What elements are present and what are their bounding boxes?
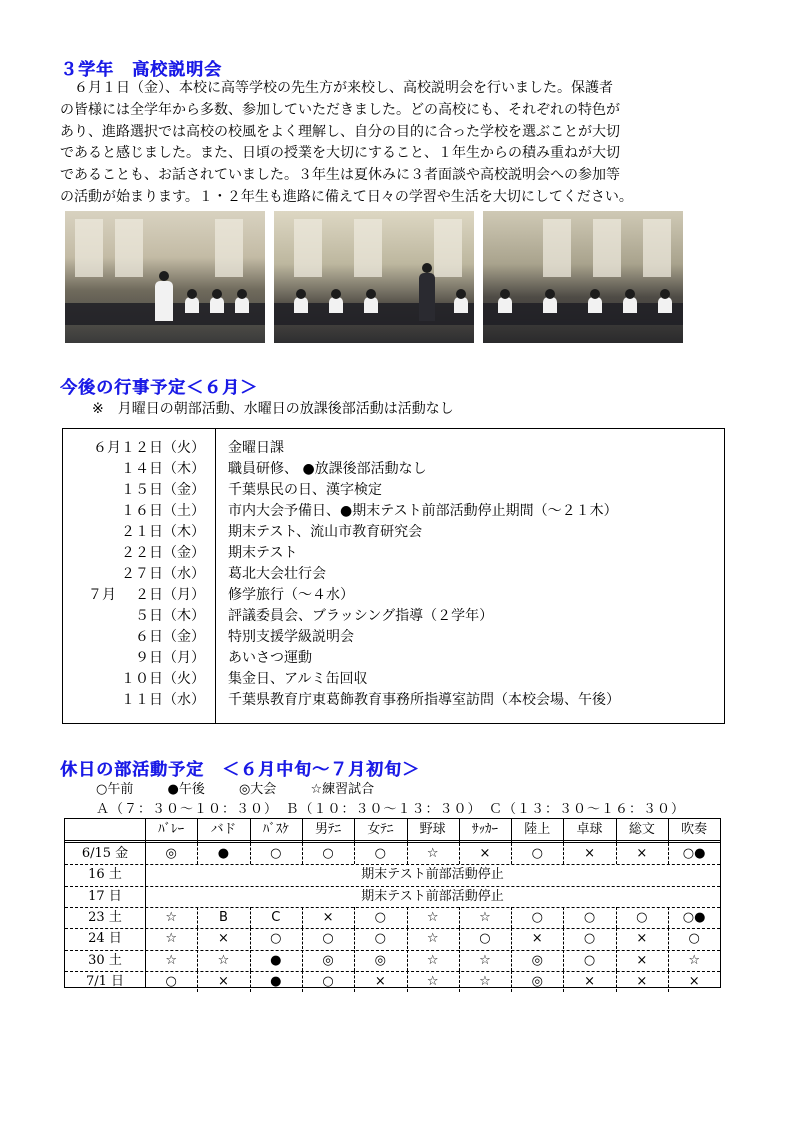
briefing-photo-1 [65, 211, 265, 343]
column-header: ｻｯｶｰ [471, 822, 498, 837]
event-date: １０日（火） [121, 671, 205, 687]
activity-cell: ◎ [531, 973, 543, 989]
event-description: 集金日、アルミ缶回収 [228, 671, 368, 687]
event-row [63, 501, 724, 522]
column-divider [459, 819, 460, 843]
activity-cell: × [531, 931, 543, 947]
event-date: １４日（木） [121, 461, 205, 477]
event-description: 期末テスト、流山市教育研究会 [228, 524, 423, 540]
event-description: 評議委員会、ブラッシング指導（２学年） [228, 608, 494, 624]
event-row [63, 438, 724, 459]
activity-cell: × [636, 846, 648, 861]
activity-cell: ☆ [426, 973, 439, 989]
event-description: 期末テスト [228, 545, 298, 561]
row-day-label: 17 日 [88, 888, 122, 904]
row-day-label: 23 土 [88, 909, 122, 925]
briefing-paragraph [60, 78, 740, 209]
event-row [63, 690, 724, 711]
activity-cell: ☆ [217, 952, 230, 968]
paragraph-line: あり、進路選択では高校の校風をよく理解し、自分の目的に合った学校を選ぶことが大切 [60, 123, 620, 140]
activity-cell: ◎ [531, 952, 543, 968]
activity-cell: ○ [531, 846, 543, 861]
event-row [63, 480, 724, 501]
event-row [63, 669, 724, 690]
event-row [63, 627, 724, 648]
column-divider [354, 819, 355, 843]
activity-cell: ● [270, 952, 282, 968]
column-header: 吹奏 [681, 822, 708, 837]
event-date: ２２日（金） [121, 545, 205, 561]
section-heading-club-schedule: 休日の部活動予定 ＜６月中旬～７月初旬＞ [60, 760, 420, 780]
activity-suspended-notice: 期末テスト前部活動停止 [361, 867, 504, 883]
column-header: 卓球 [576, 822, 603, 837]
event-schedule-table [62, 428, 725, 724]
column-header: 陸上 [524, 822, 551, 837]
activity-cell: ○● [682, 909, 706, 925]
legend-morning: ○午前 [96, 782, 134, 797]
activity-cell: ○ [688, 931, 700, 947]
section-heading-high-school-briefing: ３学年 高校説明会 [60, 60, 222, 80]
event-date: ２１日（木） [121, 524, 205, 540]
activity-cell: ○ [165, 973, 177, 989]
activity-cell: ☆ [426, 952, 439, 968]
briefing-photo-2 [274, 211, 474, 343]
activity-cell: ○ [583, 931, 596, 947]
row-day-label: 7/1 日 [85, 973, 125, 989]
activity-cell: × [217, 931, 229, 947]
row-day-label: 16 土 [88, 867, 122, 883]
event-row [63, 564, 724, 585]
paragraph-line: であることも、お話されていました。３年生は夏休みに３者面談や高校説明会への参加等 [60, 167, 620, 184]
column-header: 野球 [419, 822, 446, 837]
event-date: ９日（月） [135, 650, 205, 666]
column-divider [250, 819, 251, 843]
activity-cell: ☆ [165, 952, 177, 968]
activity-cell: × [688, 973, 700, 989]
activity-cell: ○ [583, 952, 596, 968]
activity-cell: ◎ [374, 952, 386, 968]
row-day-label: 6/15 金 [81, 846, 129, 861]
activity-cell: ○ [374, 846, 386, 861]
event-date: １１日（水） [121, 692, 205, 708]
event-description: 修学旅行（～４水） [228, 587, 354, 603]
activity-cell: ◎ [165, 846, 177, 861]
activity-cell: ☆ [165, 931, 177, 947]
activity-cell: × [217, 973, 229, 989]
event-date: ５日（木） [135, 608, 205, 624]
activity-cell: × [374, 973, 386, 989]
column-header: バド [210, 822, 237, 837]
activity-cell: × [636, 973, 648, 989]
activity-cell: ☆ [479, 973, 491, 989]
event-description: 市内大会予備日、●期末テスト前部活動停止期間（～２１木） [228, 503, 618, 519]
paragraph-line: の皆様には全学年から多数、参加していただきました。どの高校にも、それぞれの特色が [60, 101, 620, 118]
legend-afternoon: ●午後 [167, 782, 205, 797]
activity-cell: × [322, 909, 334, 925]
activity-cell: ☆ [479, 952, 491, 968]
legend-tournament: ◎大会 [238, 782, 277, 797]
event-description: 職員研修、 ●放課後部活動なし [228, 461, 427, 477]
activity-cell: × [636, 931, 648, 947]
event-row [63, 459, 724, 480]
activity-cell: × [584, 973, 595, 989]
column-header: 男ﾃﾆ [315, 822, 342, 837]
activity-cell: ○ [583, 909, 596, 925]
event-date: ２日（月） [135, 587, 205, 603]
section-heading-upcoming-events: 今後の行事予定＜６月＞ [60, 378, 258, 398]
activity-cell: ○ [322, 973, 334, 989]
activity-cell: ☆ [165, 909, 177, 925]
event-description: 葛北大会壮行会 [228, 566, 326, 582]
event-row [63, 543, 724, 564]
event-date: ２７日（水） [121, 566, 205, 582]
activity-cell: ◎ [322, 952, 334, 968]
paragraph-line: であると感じました。また、日頃の授業を大切にすること、１年生からの積み重ねが大切 [60, 145, 620, 162]
time-slots: Ａ（７：３０～１０：３０） Ｂ（１０：３０～１３：３０） Ｃ（１３：３０～１６：３０） [96, 802, 686, 817]
activity-cell: ☆ [479, 909, 491, 925]
row-day-label: 24 日 [88, 931, 122, 947]
event-description: 特別支援学級説明会 [228, 629, 354, 645]
activity-cell: ● [217, 846, 230, 861]
column-divider [616, 819, 617, 843]
activity-suspended-notice: 期末テスト前部活動停止 [361, 888, 504, 904]
column-divider [302, 819, 303, 843]
club-legend [96, 778, 404, 797]
column-divider [197, 819, 198, 843]
column-divider [511, 819, 512, 843]
activity-cell: ○ [322, 931, 334, 947]
activity-cell: ○ [479, 931, 491, 947]
column-divider [407, 819, 408, 843]
activity-cell: × [636, 952, 648, 968]
event-date: ６月１２日（火） [93, 440, 205, 456]
activity-cell: ○ [531, 909, 543, 925]
event-row [63, 606, 724, 627]
activity-cell: ○● [682, 846, 706, 861]
event-description: 千葉県民の日、漢字検定 [228, 482, 382, 498]
activity-cell: ☆ [688, 952, 700, 968]
event-date: １６日（土） [121, 503, 205, 519]
activity-cell: B [218, 909, 228, 925]
column-divider [668, 819, 669, 843]
column-header: ﾊﾞﾚｰ [158, 822, 185, 837]
activity-cell: C [271, 909, 281, 925]
column-header: ﾊﾞｽｹ [262, 822, 289, 837]
row-day-label: 30 土 [88, 952, 122, 968]
activity-cell: ○ [270, 846, 282, 861]
event-description: 千葉県教育庁東葛飾教育事務所指導室訪問（本校会場、午後） [228, 692, 620, 708]
event-date: １５日（金） [121, 482, 205, 498]
activity-cell: ● [270, 973, 282, 989]
paragraph-line: の活動が始まります。１・２年生も進路に備えて日々の学習や生活を大切にしてください。 [60, 188, 633, 205]
event-row: ７月 ２日（月） 修学旅行（～４水） [63, 585, 724, 606]
activity-cell: ☆ [426, 931, 439, 947]
activity-cell: × [479, 846, 491, 861]
schedule-note: ※ 月曜日の朝部活動、水曜日の放課後部活動は活動なし [92, 401, 454, 417]
activity-cell: ○ [374, 909, 386, 925]
event-date: ６日（金） [135, 629, 205, 645]
event-row [63, 648, 724, 669]
column-header: 女ﾃﾆ [367, 822, 394, 837]
paragraph-line: ６月１日（金）、本校に高等学校の先生方が来校し、高校説明会を行いました。保護者 [74, 80, 613, 96]
activity-cell: ☆ [426, 846, 439, 861]
activity-cell: ○ [322, 846, 334, 861]
activity-cell: ○ [374, 931, 386, 947]
event-description: 金曜日課 [228, 440, 284, 456]
column-header: 総文 [628, 822, 655, 837]
event-row [63, 522, 724, 543]
activity-cell: × [584, 846, 595, 861]
club-activity-table [64, 818, 721, 988]
legend-practice-match: ☆練習試合 [310, 782, 375, 797]
column-divider [563, 819, 564, 843]
activity-cell: ☆ [426, 909, 439, 925]
activity-cell: ○ [270, 931, 282, 947]
event-description: あいさつ運動 [228, 650, 312, 666]
activity-cell: ○ [636, 909, 648, 925]
briefing-photo-3 [483, 211, 683, 343]
